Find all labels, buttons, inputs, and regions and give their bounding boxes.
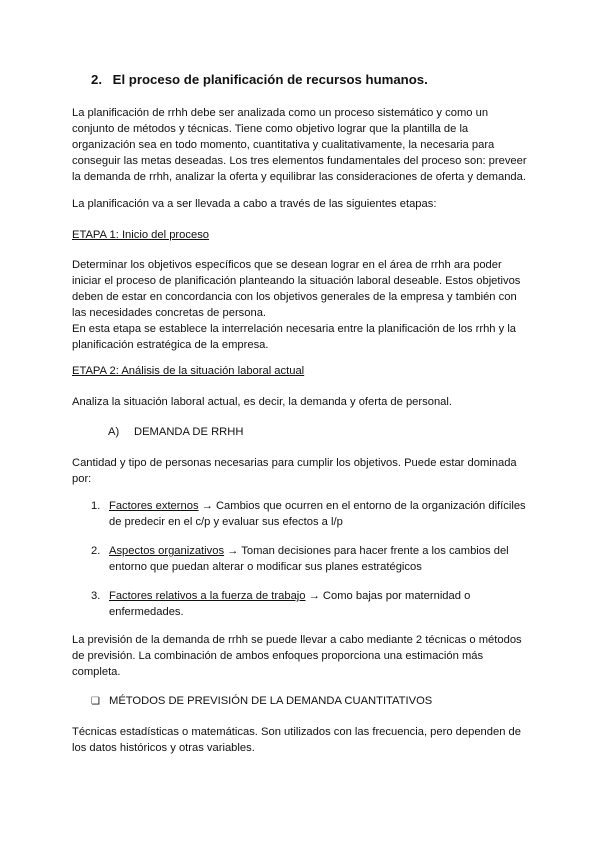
factor-term: Factores relativos a la fuerza de trabajo [109, 590, 306, 602]
section-title: El proceso de planificación de recursos humanos. [112, 72, 428, 87]
etapa1-line: las necesidades concretas de persona. [72, 307, 267, 319]
factor-number: 2. [91, 545, 101, 557]
factor-text: enfermedades. [109, 606, 184, 618]
prevision-line: de previsión. La combinación de ambos enfoques proporciona una estimación más [72, 650, 484, 662]
section-number: 2. [91, 72, 102, 87]
factor-text: → Como bajas por maternidad o [305, 590, 471, 602]
etapa1-paragraph [72, 257, 534, 353]
factor-term: Factores externos [109, 500, 199, 512]
etapa1-line: Determinar los objetivos específicos que se desean lograr en el área de rrhh ara poder [72, 259, 502, 271]
tecnicas-line: Técnicas estadísticas o matemáticas. Son utilizados con las frecuencia, pero dependen de [72, 726, 521, 738]
stages-intro-line: La planificación va a ser llevada a cabo a través de las siguientes etapas: [72, 198, 437, 210]
factor-item [91, 588, 536, 620]
metodos-title: MÉTODOS DE PREVISIÓN DE LA DEMANDA CUANTITATIVOS [109, 695, 433, 707]
etapa2-title-text: ETAPA 2: Análisis de la situación laboral actual [72, 365, 305, 377]
checkbox-bullet-icon: ❏ [91, 696, 100, 707]
intro-paragraph [72, 105, 534, 185]
etapa2-paragraph [72, 394, 534, 410]
etapa1-title [72, 227, 534, 243]
stages-intro [72, 196, 534, 212]
factor-number: 1. [91, 500, 101, 512]
demanda-heading [108, 424, 243, 440]
intro-line: conjunto de métodos y técnicas. Tiene como objetivo lograr que la plantilla de la [72, 123, 469, 135]
etapa1-line: deben de estar en concordancia con los objetivos generales de la empresa y también con [72, 291, 517, 303]
etapa2-title [72, 363, 534, 379]
tecnicas-paragraph [72, 724, 534, 756]
prevision-paragraph [72, 632, 534, 680]
factor-item [91, 498, 536, 530]
prevision-line: completa. [72, 666, 121, 678]
tecnicas-line: los datos históricos y otras variables. [72, 742, 255, 754]
prevision-line: La previsión de la demanda de rrhh se puede llevar a cabo mediante 2 técnicas o métodos [72, 634, 522, 646]
factor-text: entorno que puedan alterar o modificar sus planes estratégicos [109, 561, 422, 573]
factor-text: → Cambios que ocurren en el entorno de la organización difíciles [198, 500, 526, 512]
etapa1-title-text: ETAPA 1: Inicio del proceso [72, 229, 210, 241]
intro-line: La planificación de rrhh debe ser analizada como un proceso sistemático y como un [72, 107, 489, 119]
demanda-line: Cantidad y tipo de personas necesarias para cumplir los objetivos. Puede estar dominada [72, 457, 517, 469]
metodos-bullet [91, 693, 432, 710]
etapa1-line: planificación estratégica de la empresa. [72, 339, 269, 351]
demanda-number: A) [108, 426, 120, 438]
factor-number: 3. [91, 590, 101, 602]
etapa1-line: En esta etapa se establece la interrelación necesaria entre la planificación de los rrhh y la [72, 323, 517, 335]
demanda-line: por: [72, 473, 92, 485]
factor-term: Aspectos organizativos [109, 545, 225, 557]
demanda-paragraph [72, 455, 534, 487]
intro-line: conseguir las metas deseadas. Los tres elementos fundamentales del proceso son: preveer [72, 155, 527, 167]
factor-item [91, 543, 536, 575]
section-heading [91, 72, 428, 87]
demanda-title: DEMANDA DE RRHH [134, 426, 244, 438]
intro-line: la demanda de rrhh, analizar la oferta y equilibrar las consideraciones de oferta y demanda. [72, 171, 526, 183]
factor-text: de predecir en el c/p y evaluar sus efectos a l/p [109, 516, 343, 528]
factor-text: → Toman decisiones para hacer frente a los cambios del [224, 545, 509, 557]
etapa2-line: Analiza la situación laboral actual, es decir, la demanda y oferta de personal. [72, 396, 452, 408]
etapa1-line: iniciar el proceso de planificación planteando la situación laboral deseable. Estos objetivos [72, 275, 521, 287]
intro-line: organización sea en todo momento, cuantitativa y cualitativamente, la necesaria para [72, 139, 495, 151]
